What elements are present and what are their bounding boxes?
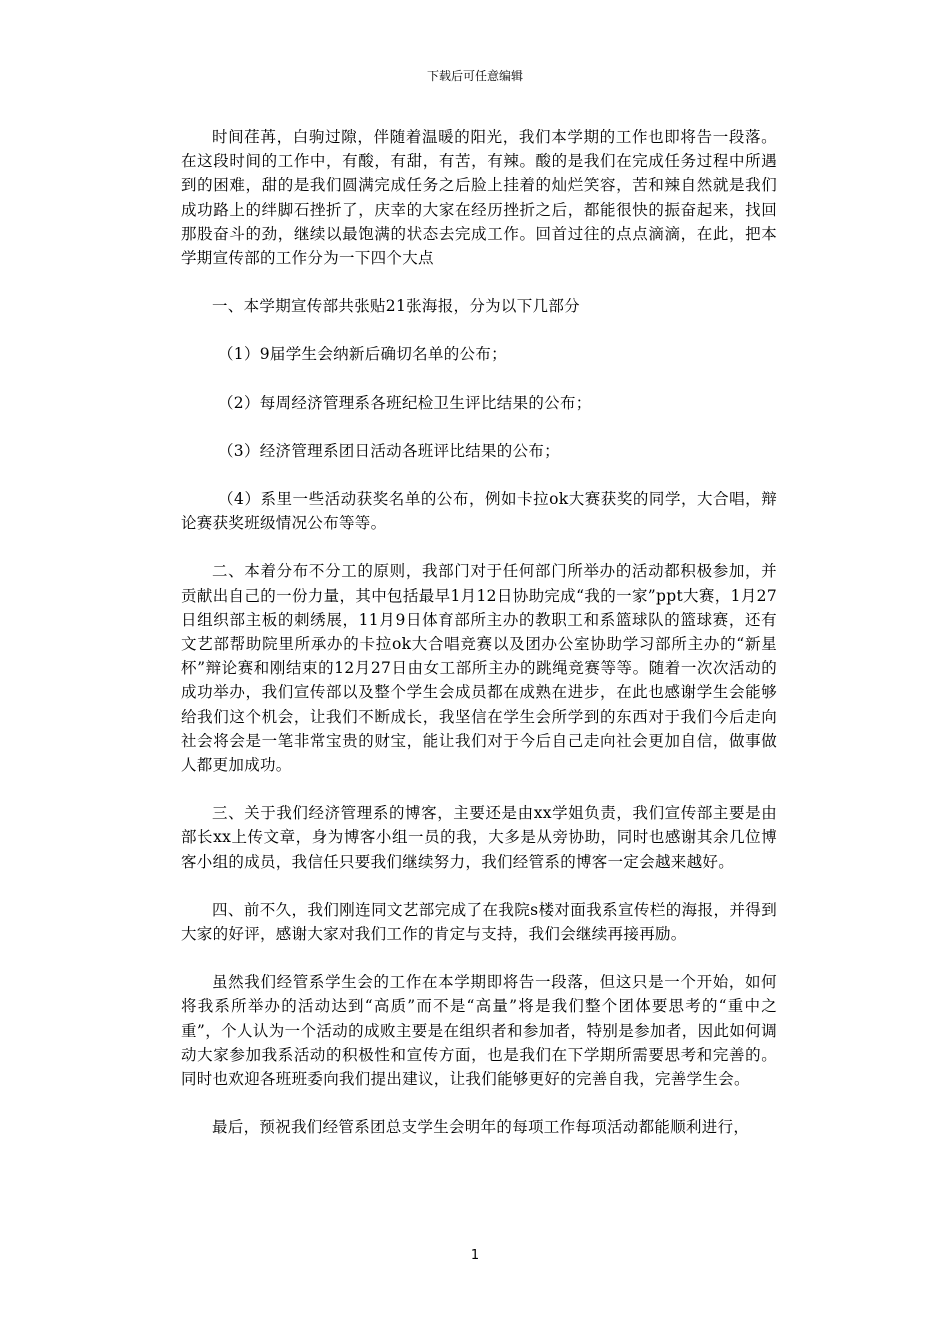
paragraph-summary: 虽然我们经管系学生会的工作在本学期即将告一段落，但这只是一个开始，如何将我系所举办的活动达到“高质”而不是“高量”将是我们整个团体要思考的“重中之重”，个人认为一个活动的成败主要是在组织者和参加者，特别是参加者，因此如何调动大家参加我系活动的积极性和宣传方面，也是我们在下学期所需要思考和完善的。同时也欢迎各班班委向我们提出建议，让我们能够更好的完善自我，完善学生会。 (181, 973, 777, 1089)
list-item-4: （4）系里一些活动获奖名单的公布，例如卡拉ok大赛获奖的同学，大合唱，辩论赛获奖班级情况公布等等。 (181, 490, 777, 533)
paragraph-section-2: 二、本着分布不分工的原则，我部门对于任何部门所举办的活动都积极参加，并贡献出自己的一份力量，其中包括最早1月12日协助完成“我的一家”ppt大赛，1月27日组织部主板的刺绣展，11月9日体育部所主办的教职工和系篮球队的篮球赛，还有文艺部帮助院里所承办的卡拉ok大合唱竞赛以及团办公室协助学习部所主办的“新星杯”辩论赛和刚结束的12月27日由女工部所主办的跳绳竞赛等等。随着一次次活动的成功举办，我们宣传部以及整个学生会成员都在成熟在进步，在此也感谢学生会能够给我们这个机会，让我们不断成长，我坚信在学生会所学到的东西对于我们今后走向社会将会是一笔非常宝贵的财宝，能让我们对于今后自己走向社会更加自信，做事做人都更加成功。 (181, 562, 777, 775)
paragraph-section-3: 三、关于我们经济管理系的博客，主要还是由xx学姐负责，我们宣传部主要是由部长xx上传文章，身为博客小组一员的我，大多是从旁协助，同时也感谢其余几位博客小组的成员，我信任只要我们继续努力，我们经管系的博客一定会越来越好。 (181, 804, 777, 871)
page-header: 下载后可任意编辑 (426, 69, 523, 83)
paragraph-section-1-heading: 一、本学期宣传部共张贴21张海报，分为以下几部分 (212, 297, 580, 316)
paragraph-section-4: 四、前不久，我们刚连同文艺部完成了在我院s楼对面我系宣传栏的海报，并得到大家的好评，感谢大家对我们工作的肯定与支持，我们会继续再接再励。 (181, 900, 777, 944)
list-item-1: （1）9届学生会纳新后确切名单的公布； (218, 345, 507, 364)
list-item-2: （2）每周经济管理系各班纪检卫生评比结果的公布； (218, 393, 592, 412)
paragraph-closing: 最后，预祝我们经管系团总支学生会明年的每项工作每项活动都能顺利进行， (212, 1118, 750, 1137)
list-item-3: （3）经济管理系团日活动各班评比结果的公布； (218, 441, 560, 460)
document-body (181, 125, 777, 1164)
page-number: 1 (470, 1248, 480, 1263)
paragraph-intro: 时间荏苒，白驹过隙，伴随着温暖的阳光，我们本学期的工作也即将告一段落。在这段时间的工作中，有酸，有甜，有苦，有辣。酸的是我们在完成任务过程中所遇到的困难，甜的是我们圆满完成任务之后脸上挂着的灿烂笑容，苦和辣自然就是我们成功路上的绊脚石挫折了，庆幸的大家在经历挫折之后，都能很快的振奋起来，找回那股奋斗的劲，继续以最饱满的状态去完成工作。回首过往的点点滴滴，在此，把本学期宣传部的工作分为一下四个大点 (181, 128, 777, 268)
